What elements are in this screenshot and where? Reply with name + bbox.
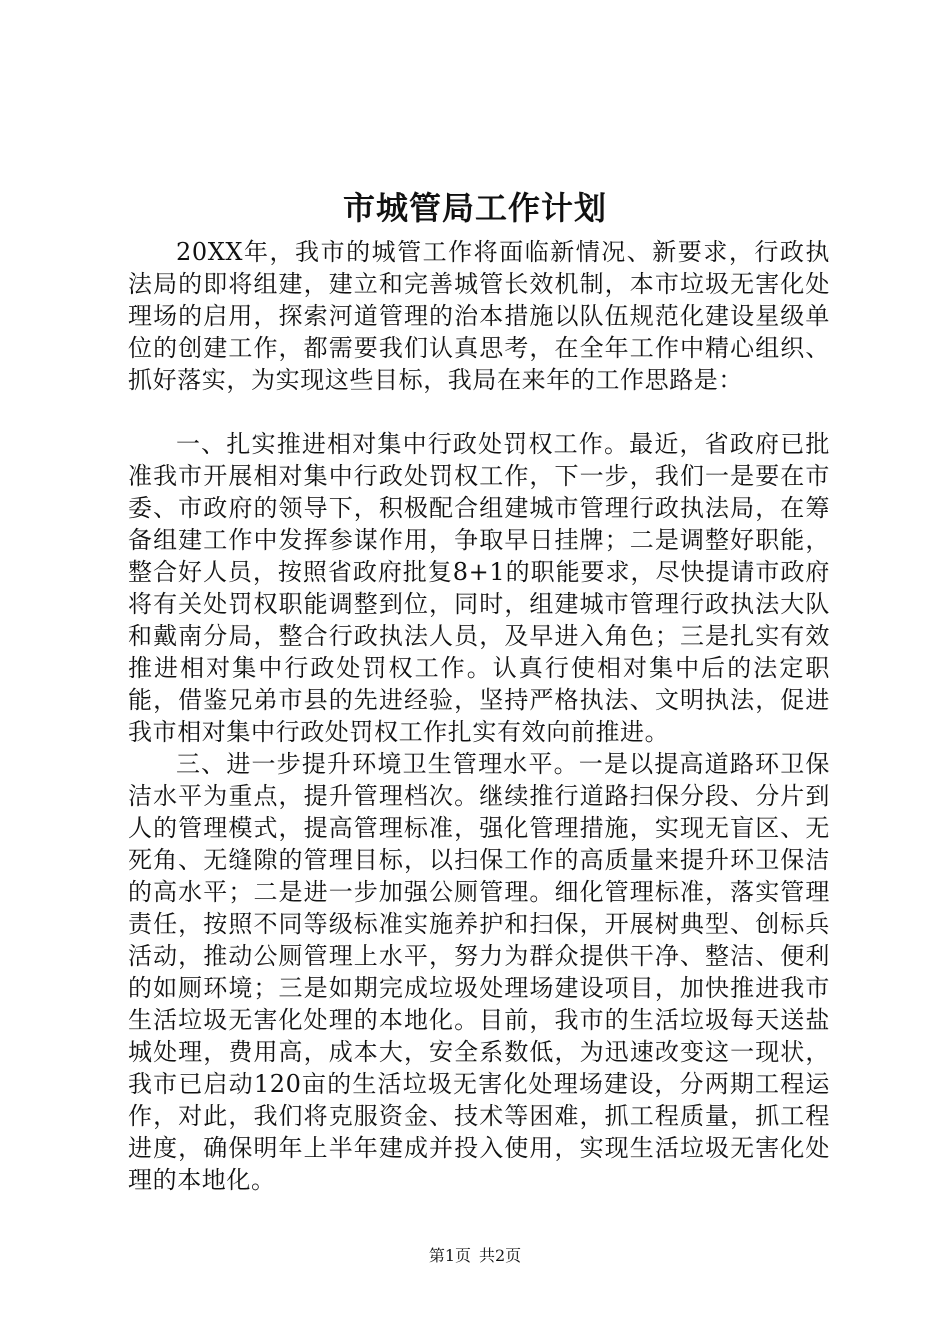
section-three-paragraph: 三、进一步提升环境卫生管理水平。一是以提高道路环卫保洁水平为重点，提升管理档次。继续推行道路扫保分段、分片到人的管理模式，提高管理标准，强化管理措施，实现无盲区、无死角、无缝隙的管理目标，以扫保工作的高质量来提升环卫保洁的高水平；二是进一步加强公厕管理。细化管理标准，落实管理责任，按照不同等级标准实施养护和扫保，开展树典型、创标兵活动，推动公厕管理上水平，努力为群众提供干净、整洁、便利的如厕环境；三是如期完成垃圾处理场建设项目，加快推进我市生活垃圾无害化处理的本地化。目前，我市的生活垃圾每天送盐城处理，费用高，成本大，安全系数低，为迅速改变这一现状，我市已启动120亩的生活垃圾无害化处理场建设，分两期工程运作，对此，我们将克服资金、技术等困难，抓工程质量，抓工程进度，确保明年上半年建成并投入使用，实现生活垃圾无害化处理的本地化。 — [128, 750, 830, 1194]
page-total: 共2页 — [479, 1246, 522, 1265]
page-footer — [0, 1244, 950, 1268]
document-title: 市城管局工作计划 — [342, 189, 607, 227]
document-body — [128, 236, 830, 1196]
intro-paragraph: 20XX年，我市的城管工作将面临新情况、新要求，行政执法局的即将组建，建立和完善城管长效机制，本市垃圾无害化处理场的启用，探索河道管理的治本措施以队伍规范化建设星级单位的创建工作，都需要我们认真思考，在全年工作中精心组织、抓好落实，为实现这些目标，我局在来年的工作思路是： — [128, 238, 830, 394]
section-one-paragraph: 一、扎实推进相对集中行政处罚权工作。最近，省政府已批准我市开展相对集中行政处罚权工作，下一步，我们一是要在市委、市政府的领导下，积极配合组建城市管理行政执法局，在筹备组建工作中发挥参谋作用，争取早日挂牌；二是调整好职能，整合好人员，按照省政府批复8+1的职能要求，尽快提请市政府将有关处罚权职能调整到位，同时，组建城市管理行政执法大队和戴南分局，整合行政执法人员，及早进入角色；三是扎实有效推进相对集中行政处罚权工作。认真行使相对集中后的法定职能，借鉴兄弟市县的先进经验，坚持严格执法、文明执法，促进我市相对集中行政处罚权工作扎实有效向前推进。 — [128, 430, 830, 746]
page-number: 第1页 — [428, 1246, 471, 1265]
